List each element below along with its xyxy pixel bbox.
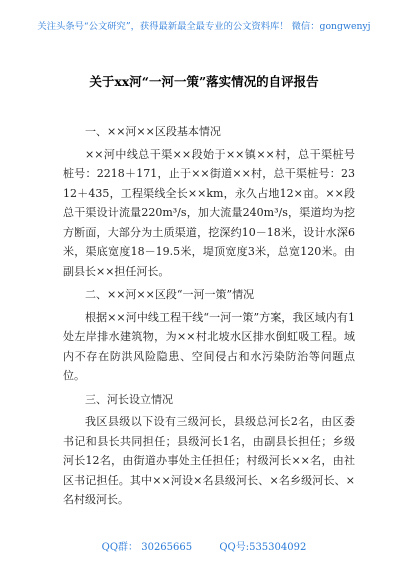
section-heading-2: 二、××河××区段“一河一策”情况 [85,288,255,301]
section-1-paragraph: ××河中线总干渠××段始于××镇××村，总干渠桩号桩号：2218＋171，止于××街道××村，总干渠桩号：2312＋435，工程渠线全长××km，永久占地12×亩。××段总干渠设计流量220m³/s，加大流量240m³/s，渠道均为挖方断面，大部分为土质渠道，挖深约10－18米，设计水深6米，渠底宽度18－19.5米，堤顶宽度3米，总宽120米。由副县长××担任河长。 [63,147,355,278]
document-body [63,118,355,510]
page-header-banner: 关注头条号“公文研究”，获得最新最全最专业的公文资料库！ 微信：gongwenyj [37,21,371,32]
section-heading-1: 一、××河××区段基本情况 [85,125,221,138]
page-footer [0,538,408,553]
footer-qq-group: QQ群： 30265665 [101,542,193,553]
document-title: 关于xx河“一河一策”落实情况的自评报告 [89,74,319,89]
section-2-paragraph: 根据××河中线工程干线“一河一策”方案，我区域内有1处左岸排水建筑物，为××村北坡水区排水倒虹吸工程。域内不存在防洪风险隐患、空间侵占和水污染防治等问题点位。 [63,310,355,382]
section-heading-3: 三、河长设立情况 [85,392,173,406]
footer-qq-number: QQ号:535304092 [219,542,307,553]
section-3-paragraph: 我区县级以下设有三级河长，县级总河长2名，由区委书记和县长共同担任；县级河长1名，由副县长担任；乡级河长12名，由街道办事处主任担任；村级河长××名，由社区书记担任。其中××河设×名县级河长、×名乡级河长、×名村级河长。 [63,415,355,506]
